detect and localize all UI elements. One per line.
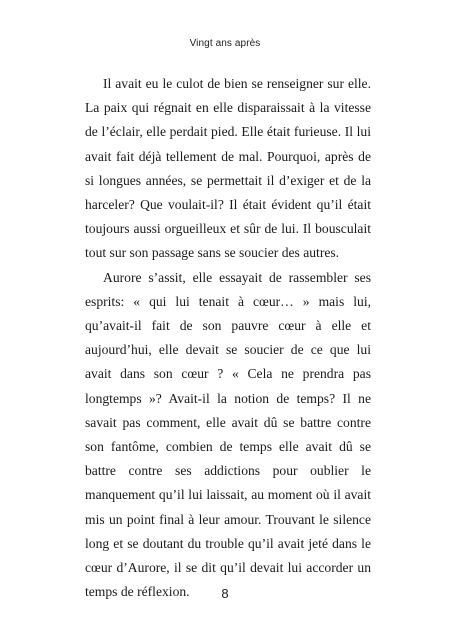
page-number: 8 xyxy=(221,586,229,601)
paragraph-2: Aurore s’assit, elle essayait de rassembler ses esprits: « qui lui tenait à cœur… » mais lui, qu’avait-il fait de son pauvre cœur à elle et aujourd’hui, elle devait se soucier de ce que lui avait dans son cœur ? « Cela ne prendra pas longtemps »? Avait-il la notion de temps? Il ne savait pas comment, elle avait dû se battre contre son fantôme, combien de temps elle avait dû se battre contre ses addictions pour oublier le manquement qu’il lui laissait, au moment où il avait mis un point final à leur amour. Trouvant le silence long et se doutant du trouble qu’il avait jeté dans le cœur d’Aurore, il se dit qu’il devait lui accorder un temps de réflexion. xyxy=(85,269,371,600)
paragraph-1: Il avait eu le culot de bien se renseigner sur elle. La paix qui régnait en elle disparaissait à la vitesse de l’éclair, elle perdait pied. Elle était furieuse. Il lui avait fait déjà tellement de mal. Pourquoi, après de si longues années, se permettait il d’exiger et de la harceler? Que voulait-il? Il était évident qu’il était toujours aussi orgueilleux et sûr de lui. Il bousculait tout sur son passage sans se soucier des autres. xyxy=(85,76,371,261)
running-head-title: Vingt ans après xyxy=(189,38,261,49)
body-text xyxy=(85,72,371,604)
